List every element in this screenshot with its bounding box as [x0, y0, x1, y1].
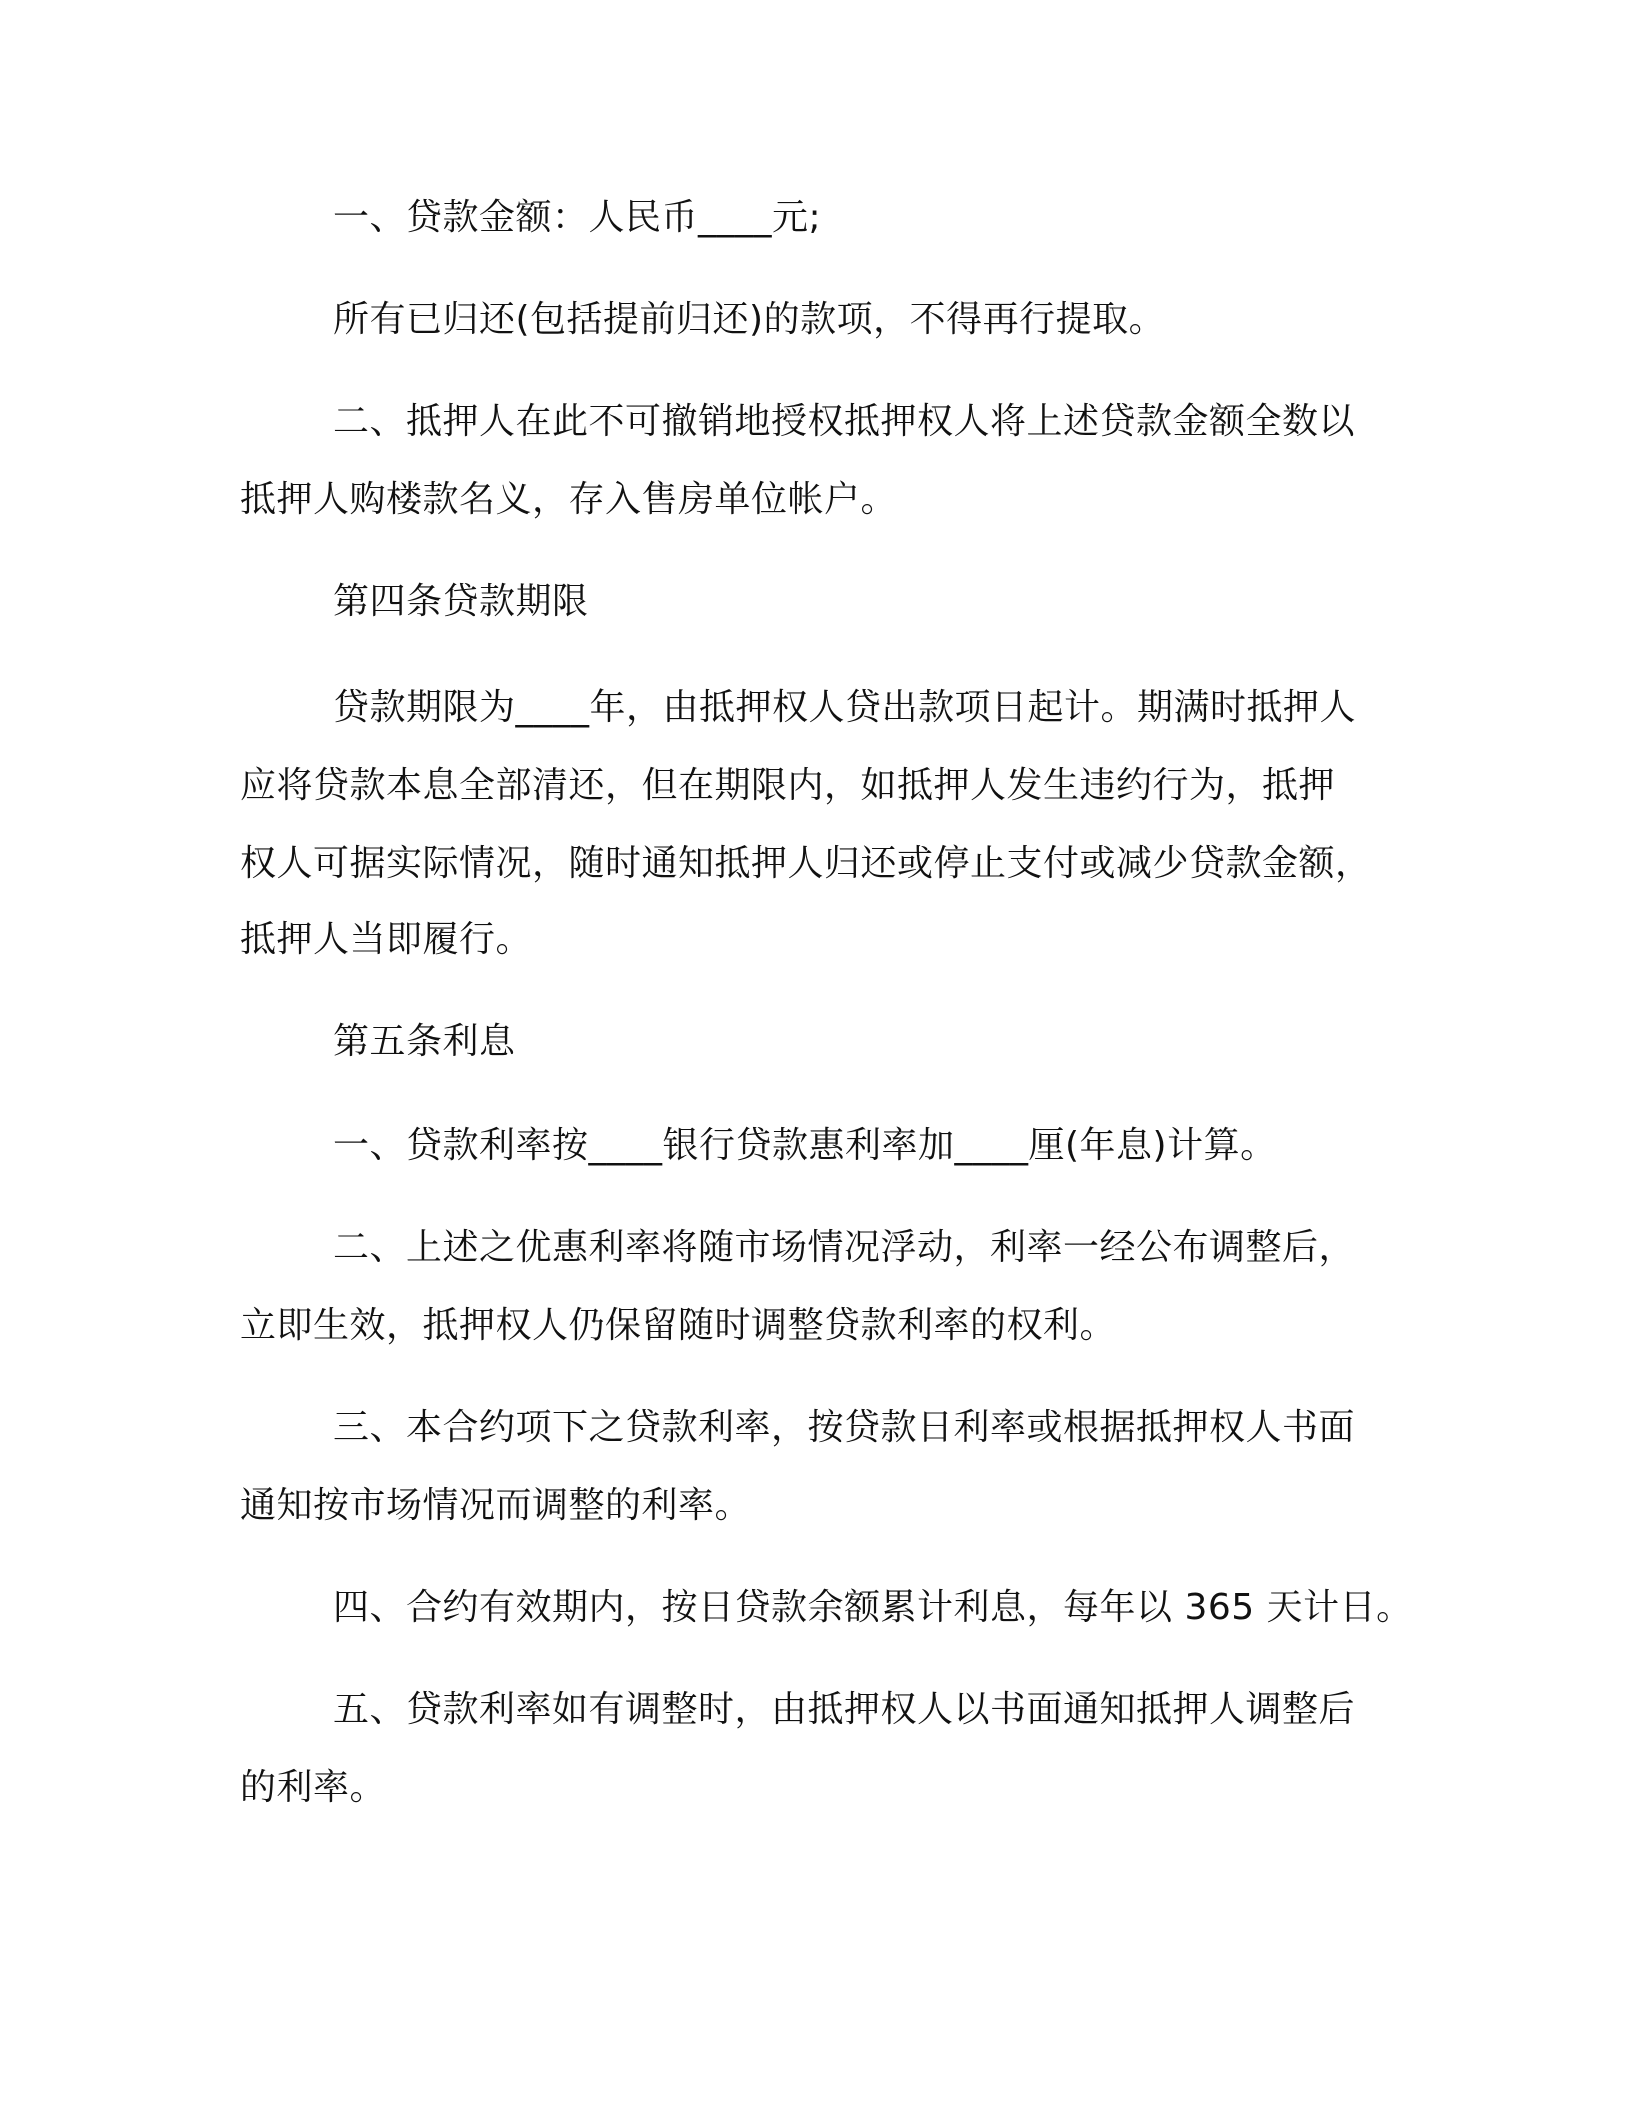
text-line: 所有已归还(包括提前归还)的款项，不得再行提取。	[333, 299, 1166, 340]
text-line: 三、本合约项下之贷款利率，按贷款日利率或根据抵押权人书面	[333, 1407, 1356, 1448]
text-line: 权人可据实际情况，随时通知抵押人归还或停止支付或减少贷款金额，	[240, 843, 1372, 884]
text-line: 贷款期限为____年，由抵押权人贷出款项日起计。期满时抵押人	[333, 687, 1357, 728]
text-line: 立即生效，抵押权人仍保留随时调整贷款利率的权利。	[240, 1305, 1117, 1346]
text-line: 通知按市场情况而调整的利率。	[240, 1485, 752, 1526]
text-line: 抵押人购楼款名义，存入售房单位帐户。	[240, 479, 898, 520]
text-line: 五、贷款利率如有调整时，由抵押权人以书面通知抵押人调整后	[333, 1689, 1356, 1730]
text-line: 二、抵押人在此不可撤销地授权抵押权人将上述贷款金额全数以	[333, 401, 1356, 442]
section-heading: 第四条贷款期限	[333, 581, 589, 622]
text-line: 的利率。	[240, 1767, 387, 1808]
text-line: 一、贷款利率按____银行贷款惠利率加____厘(年息)计算。	[333, 1125, 1277, 1166]
text-line: 四、合约有效期内，按日贷款余额累计利息，每年以 365 天计日。	[333, 1587, 1413, 1628]
text-line: 抵押人当即履行。	[240, 919, 533, 960]
text-line: 二、上述之优惠利率将随市场情况浮动，利率一经公布调整后，	[333, 1227, 1356, 1268]
text-line: 一、贷款金额：人民币____元;	[333, 197, 822, 238]
text-line: 应将贷款本息全部清还，但在期限内，如抵押人发生违约行为，抵押	[240, 765, 1336, 806]
section-heading: 第五条利息	[333, 1021, 516, 1062]
